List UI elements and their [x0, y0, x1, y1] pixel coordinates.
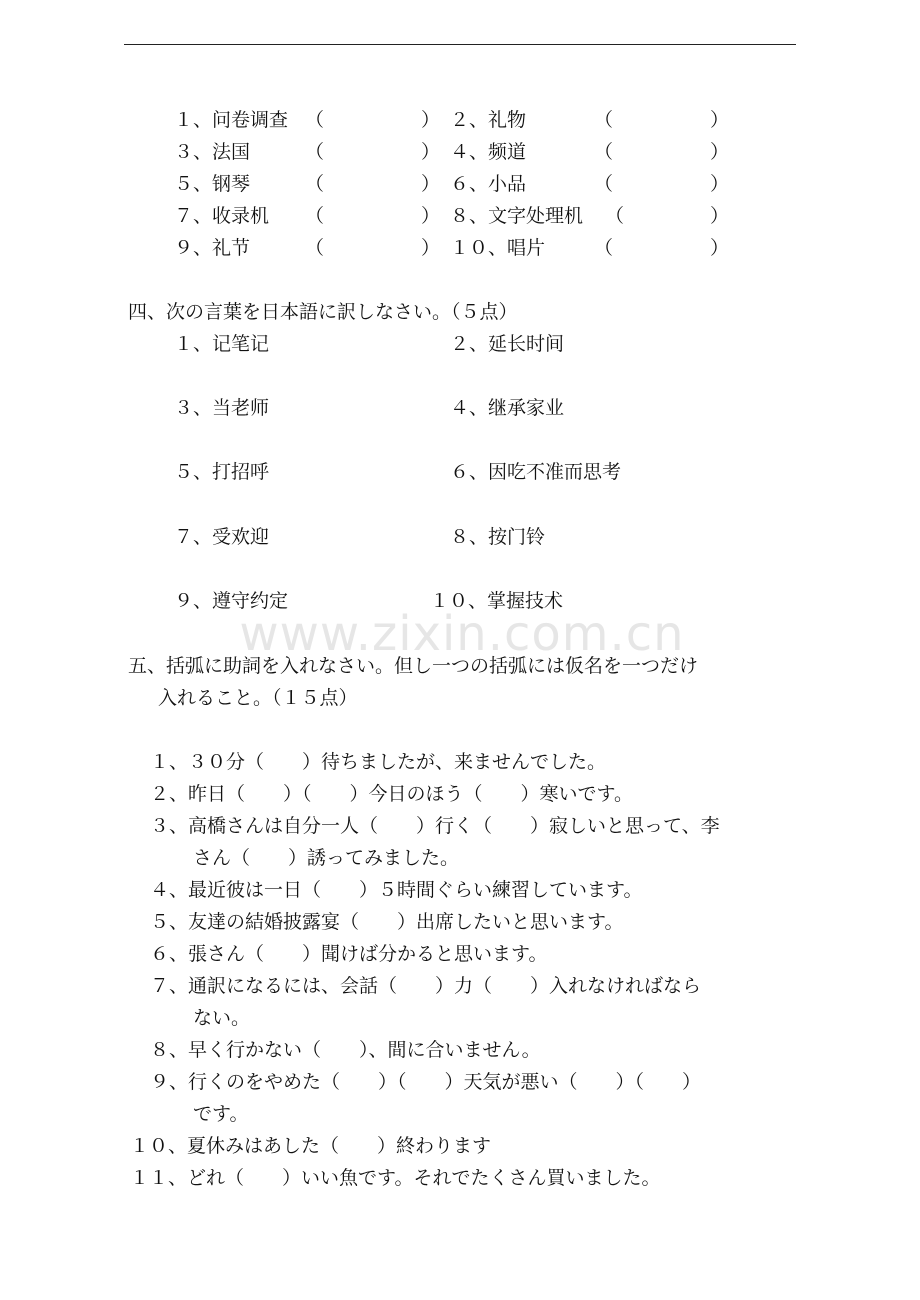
particle-question-cont: ない。 [193, 1007, 251, 1029]
particle-question: ５、友達の結婚披露宴（ ）出席したいと思います。 [150, 911, 624, 933]
blank-open: （ [305, 109, 325, 131]
vocab-item: ８、文字处理机 [450, 205, 584, 227]
blank-close: ） [421, 141, 441, 163]
translate-item: ７、受欢迎 [174, 526, 270, 548]
particle-question: １１、どれ（ ）いい魚です。それでたくさん買いました。 [130, 1167, 661, 1189]
blank-open: （ [594, 173, 614, 195]
particle-question-cont: です。 [193, 1103, 249, 1125]
vocab-item: １０、唱片 [450, 237, 546, 259]
blank-close: ） [710, 141, 730, 163]
vocab-item: １、问卷调查 [174, 109, 289, 131]
particle-question: ９、行くのをやめた（ ）（ ）天気が悪い（ ）（ ） [150, 1071, 702, 1093]
translate-item: １、记笔记 [174, 333, 270, 355]
header-rule [124, 44, 796, 45]
section-5-heading-cont: 入れること。（１５点） [158, 687, 358, 709]
particle-question: ２、昨日（ ）（ ）今日のほう（ ）寒いです。 [150, 783, 633, 805]
blank-close: ） [710, 109, 730, 131]
section-5-heading: 五、括弧に助詞を入れなさい。但し一つの括弧には仮名を一つだけ [128, 655, 699, 677]
particle-question-cont: さん（ ）誘ってみました。 [193, 847, 460, 869]
vocab-item: ９、礼节 [174, 237, 251, 259]
particle-question: ７、通訳になるには、会話（ ）力（ ）入れなければなら [150, 975, 702, 997]
blank-close: ） [421, 237, 441, 259]
blank-open: （ [605, 205, 625, 227]
particle-question: ３、高橋さんは自分一人（ ）行く（ ）寂しいと思って、李 [150, 815, 720, 837]
particle-question: １０、夏休みはあした（ ）終わります [130, 1135, 492, 1157]
blank-open: （ [305, 141, 325, 163]
particle-question: ８、早く行かない（ ）、間に合いません。 [150, 1039, 541, 1061]
translate-item: ５、打招呼 [174, 461, 270, 483]
blank-close: ） [421, 205, 441, 227]
blank-close: ） [710, 173, 730, 195]
vocab-item: ５、钢琴 [174, 173, 251, 195]
blank-open: （ [594, 141, 614, 163]
vocab-item: ３、法国 [174, 141, 251, 163]
translate-item: １０、掌握技术 [430, 590, 564, 612]
watermark: www.zixin.com.cn [239, 606, 685, 662]
blank-open: （ [594, 237, 614, 259]
translate-item: ３、当老师 [174, 397, 270, 419]
translate-item: ６、因吃不准而思考 [450, 461, 622, 483]
blank-close: ） [421, 173, 441, 195]
vocab-item: ４、频道 [450, 141, 527, 163]
vocab-item: ２、礼物 [450, 109, 527, 131]
blank-close: ） [710, 205, 730, 227]
translate-item: ９、遵守约定 [174, 590, 289, 612]
translate-item: ８、按门铃 [450, 526, 546, 548]
section-4-heading: 四、次の言葉を日本語に訳しなさい。（５点） [128, 301, 518, 323]
blank-close: ） [421, 109, 441, 131]
blank-open: （ [305, 205, 325, 227]
blank-close: ） [710, 237, 730, 259]
vocab-item: ７、收录机 [174, 205, 270, 227]
particle-question: ６、張さん（ ）聞けば分かると思います。 [150, 943, 548, 965]
particle-question: ４、最近彼は一日（ ）５時間ぐらい練習しています。 [150, 879, 643, 901]
vocab-item: ６、小品 [450, 173, 527, 195]
particle-question: １、３０分（ ）待ちましたが、来ませんでした。 [150, 751, 607, 773]
blank-open: （ [305, 237, 325, 259]
translate-item: ４、继承家业 [450, 397, 565, 419]
blank-open: （ [594, 109, 614, 131]
translate-item: ２、延长时间 [450, 333, 565, 355]
blank-open: （ [305, 173, 325, 195]
